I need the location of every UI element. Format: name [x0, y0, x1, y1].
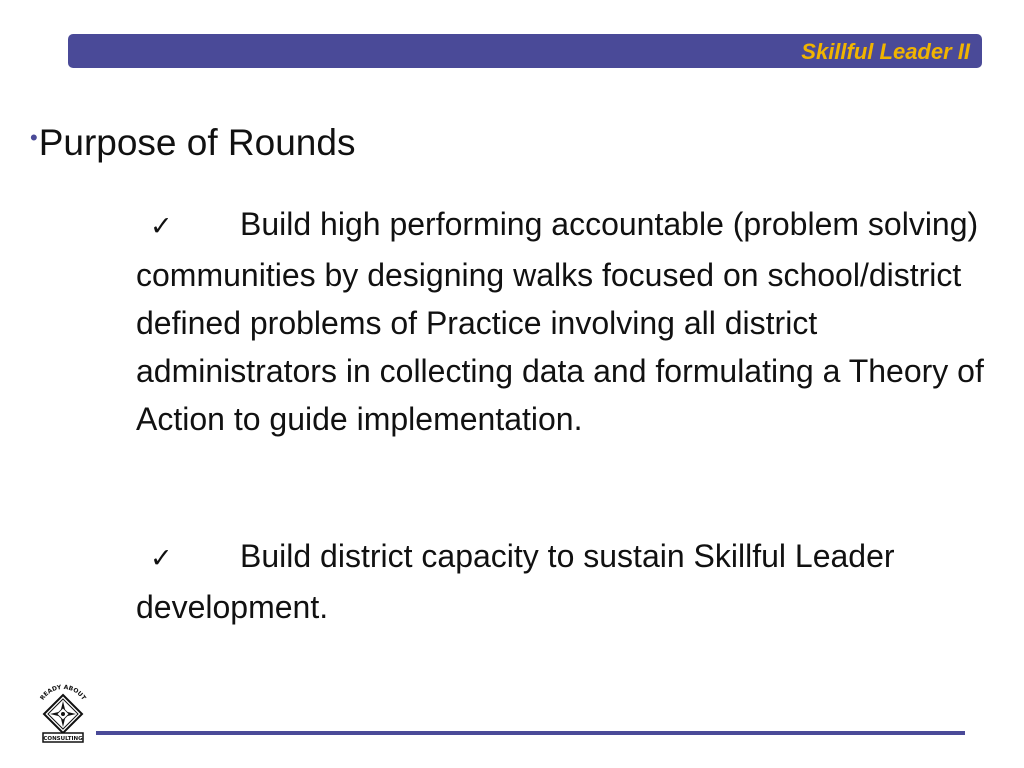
- footer-divider: [96, 731, 965, 735]
- logo-banner-text: CONSULTING: [43, 736, 83, 742]
- slide-heading: Purpose of Rounds: [38, 122, 356, 163]
- purpose-item-text: Build district capacity to sustain Skillful Leader development.: [136, 538, 895, 625]
- logo-arc-text: READY ABOUT: [38, 683, 88, 702]
- purpose-item-text: Build high performing accountable (problem solving) communities by designing walks focused on school/district defined problems of Practice involving all district administrators in collecting data and formulating a Theory of Action to guide implementation.: [136, 206, 984, 437]
- header-bar: [68, 34, 982, 68]
- purpose-item: [136, 200, 1016, 443]
- checkmark-icon: ✓: [150, 543, 173, 574]
- compass-star-logo-icon: [30, 682, 96, 744]
- purpose-item: [136, 532, 1016, 631]
- checkmark-icon: ✓: [150, 211, 173, 242]
- bullet-icon: •: [30, 125, 38, 150]
- header-title: Skillful Leader II: [801, 39, 970, 64]
- heading-row: [30, 122, 355, 164]
